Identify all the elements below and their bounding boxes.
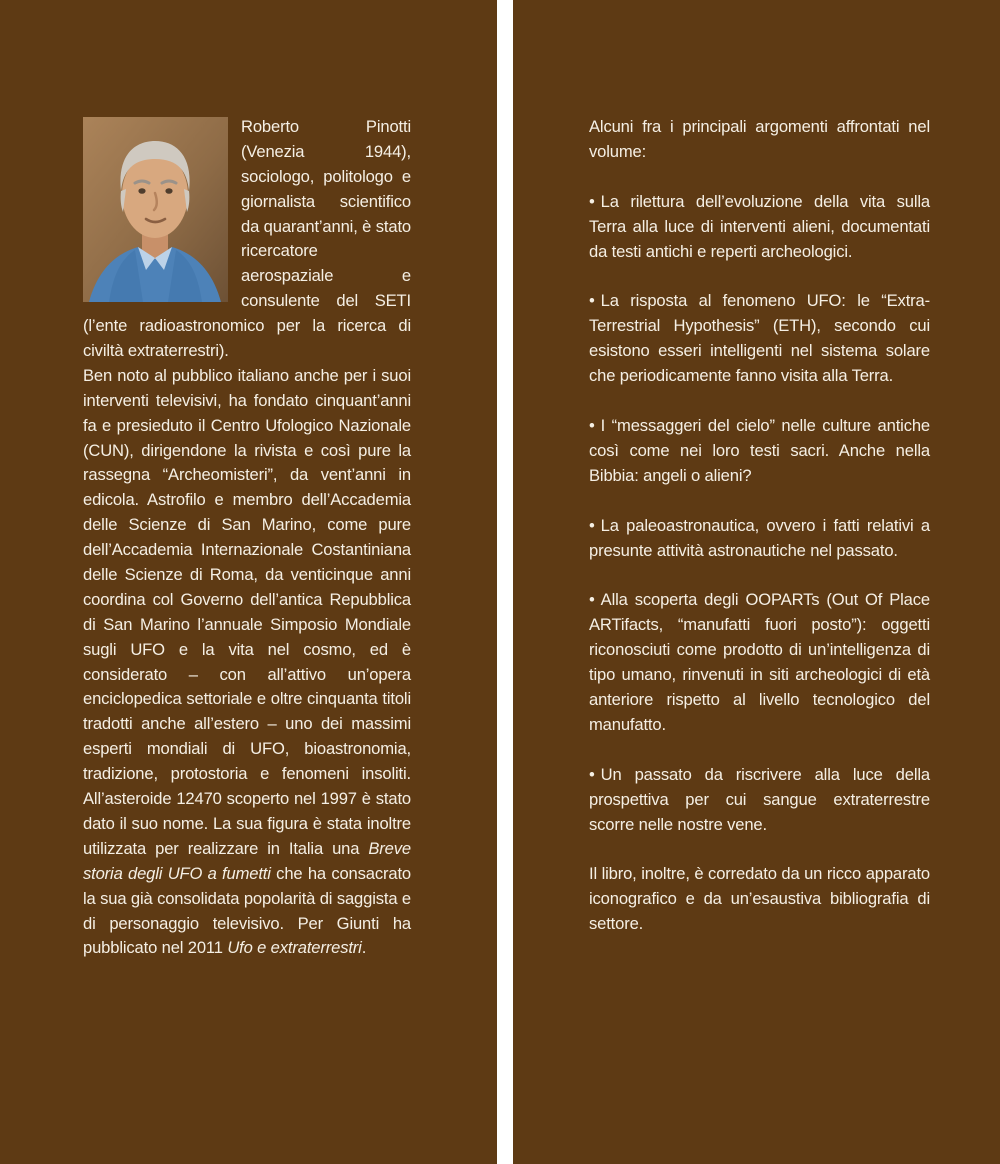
bio-text: Ben noto al pubblico italiano anche per i suoi interventi televisivi, ha fondato cinquant’anni fa e presieduto il Centro Ufologico Nazionale (CUN), dirigendone la rivista e così pure la rassegna “Archeomisteri”, da vent’anni in edicola. Astrofilo e membro dell’Accademia delle Scienze di San Marino, come pure dell’Accademia Internazionale Costantiniana delle Scienze di Roma, da venticinque anni coordina col Governo dell’antica Repubblica di San Marino l’annuale Simposio Mondiale sugli UFO e la vita nel cosmo, ed è considerato – con all’attivo un’opera enciclopedica settoriale e oltre cinquanta titoli tradotti anche all’estero – uno dei massimi esperti mondiali di UFO, bioastronomia, tradizione, protostoria e fenomeni insoliti. All’asteroide 12470 scoperto nel 1997 è stato dato il suo nome. La sua figura è stata inoltre utilizzata per realizzare in Italia una xyxy=(83,365,411,858)
left-flap xyxy=(0,0,497,1164)
topic-text: La risposta al fenomeno UFO: le “Extra-Terrestrial Hypothesis” (ETH), secondo cui esistono esseri intelligenti nel sistema solare che periodicamente fanno visita alla Terra. xyxy=(589,291,930,386)
author-bio-intro: Roberto Pinotti (Venezia 1944), sociologo, politologo e giornalista scientifico da quarant’anni, è stato ricercatore aerospaziale e consulente del SETI (l’ente radioastronomico per la ricerca di civiltà extraterrestri). xyxy=(83,117,411,361)
author-photo xyxy=(83,117,228,302)
bio-text: . xyxy=(361,938,367,958)
topic-item xyxy=(589,289,930,389)
topic-item xyxy=(589,514,930,564)
topics-intro: Alcuni fra i principali argomenti affrontati nel volume: xyxy=(589,117,930,161)
book-title-italic: Ufo e extraterrestri xyxy=(227,938,362,958)
topic-text: La paleoastronautica, ovvero i fatti relativi a presunte attività astronautiche nel passato. xyxy=(589,515,930,560)
bullet-icon: • xyxy=(589,291,595,311)
topic-text: La rilettura dell’evoluzione della vita sulla Terra alla luce di interventi alieni, documentati da testi antichi e reperti archeologici. xyxy=(589,191,930,261)
topic-text: Un passato da riscrivere alla luce della prospettiva per cui sangue extraterrestre scorre nelle nostre vene. xyxy=(589,764,930,834)
bullet-icon: • xyxy=(589,191,595,211)
bullet-icon: • xyxy=(589,416,595,436)
topic-text: Alla scoperta degli OOPARTs (Out Of Place ARTifacts, “manufatti fuori posto”): oggetti riconosciuti come prodotto di un’intelligenza di tipo umano, rinvenuti in siti archeologici di età anteriore rispetto al livello tecnologico del manufatto. xyxy=(589,590,930,734)
book-title-italic: Breve storia degli UFO a fumetti xyxy=(83,838,411,883)
bullet-icon: • xyxy=(589,515,595,535)
topic-text: I “messaggeri del cielo” nelle culture antiche così come nei loro testi sacri. Anche nella Bibbia: angeli o alieni? xyxy=(589,416,930,485)
topic-item xyxy=(589,588,930,737)
right-flap xyxy=(513,0,1000,1164)
author-bio-body xyxy=(83,364,411,961)
bullet-icon: • xyxy=(589,764,595,784)
topic-item xyxy=(589,763,930,838)
flap-spine-gap xyxy=(497,0,513,1164)
bio-text: che ha consacrato la sua già consolidata popolarità di saggista e di personaggio televisivo. Per Giunti ha pubblicato nel 2011 xyxy=(83,863,412,958)
closing-note: Il libro, inoltre, è corredato da un ricco apparato iconografico e da un’esaustiva bibliografia di settore. xyxy=(589,864,930,934)
bullet-icon: • xyxy=(589,590,595,610)
topic-item xyxy=(589,190,930,265)
topic-item xyxy=(589,414,930,489)
